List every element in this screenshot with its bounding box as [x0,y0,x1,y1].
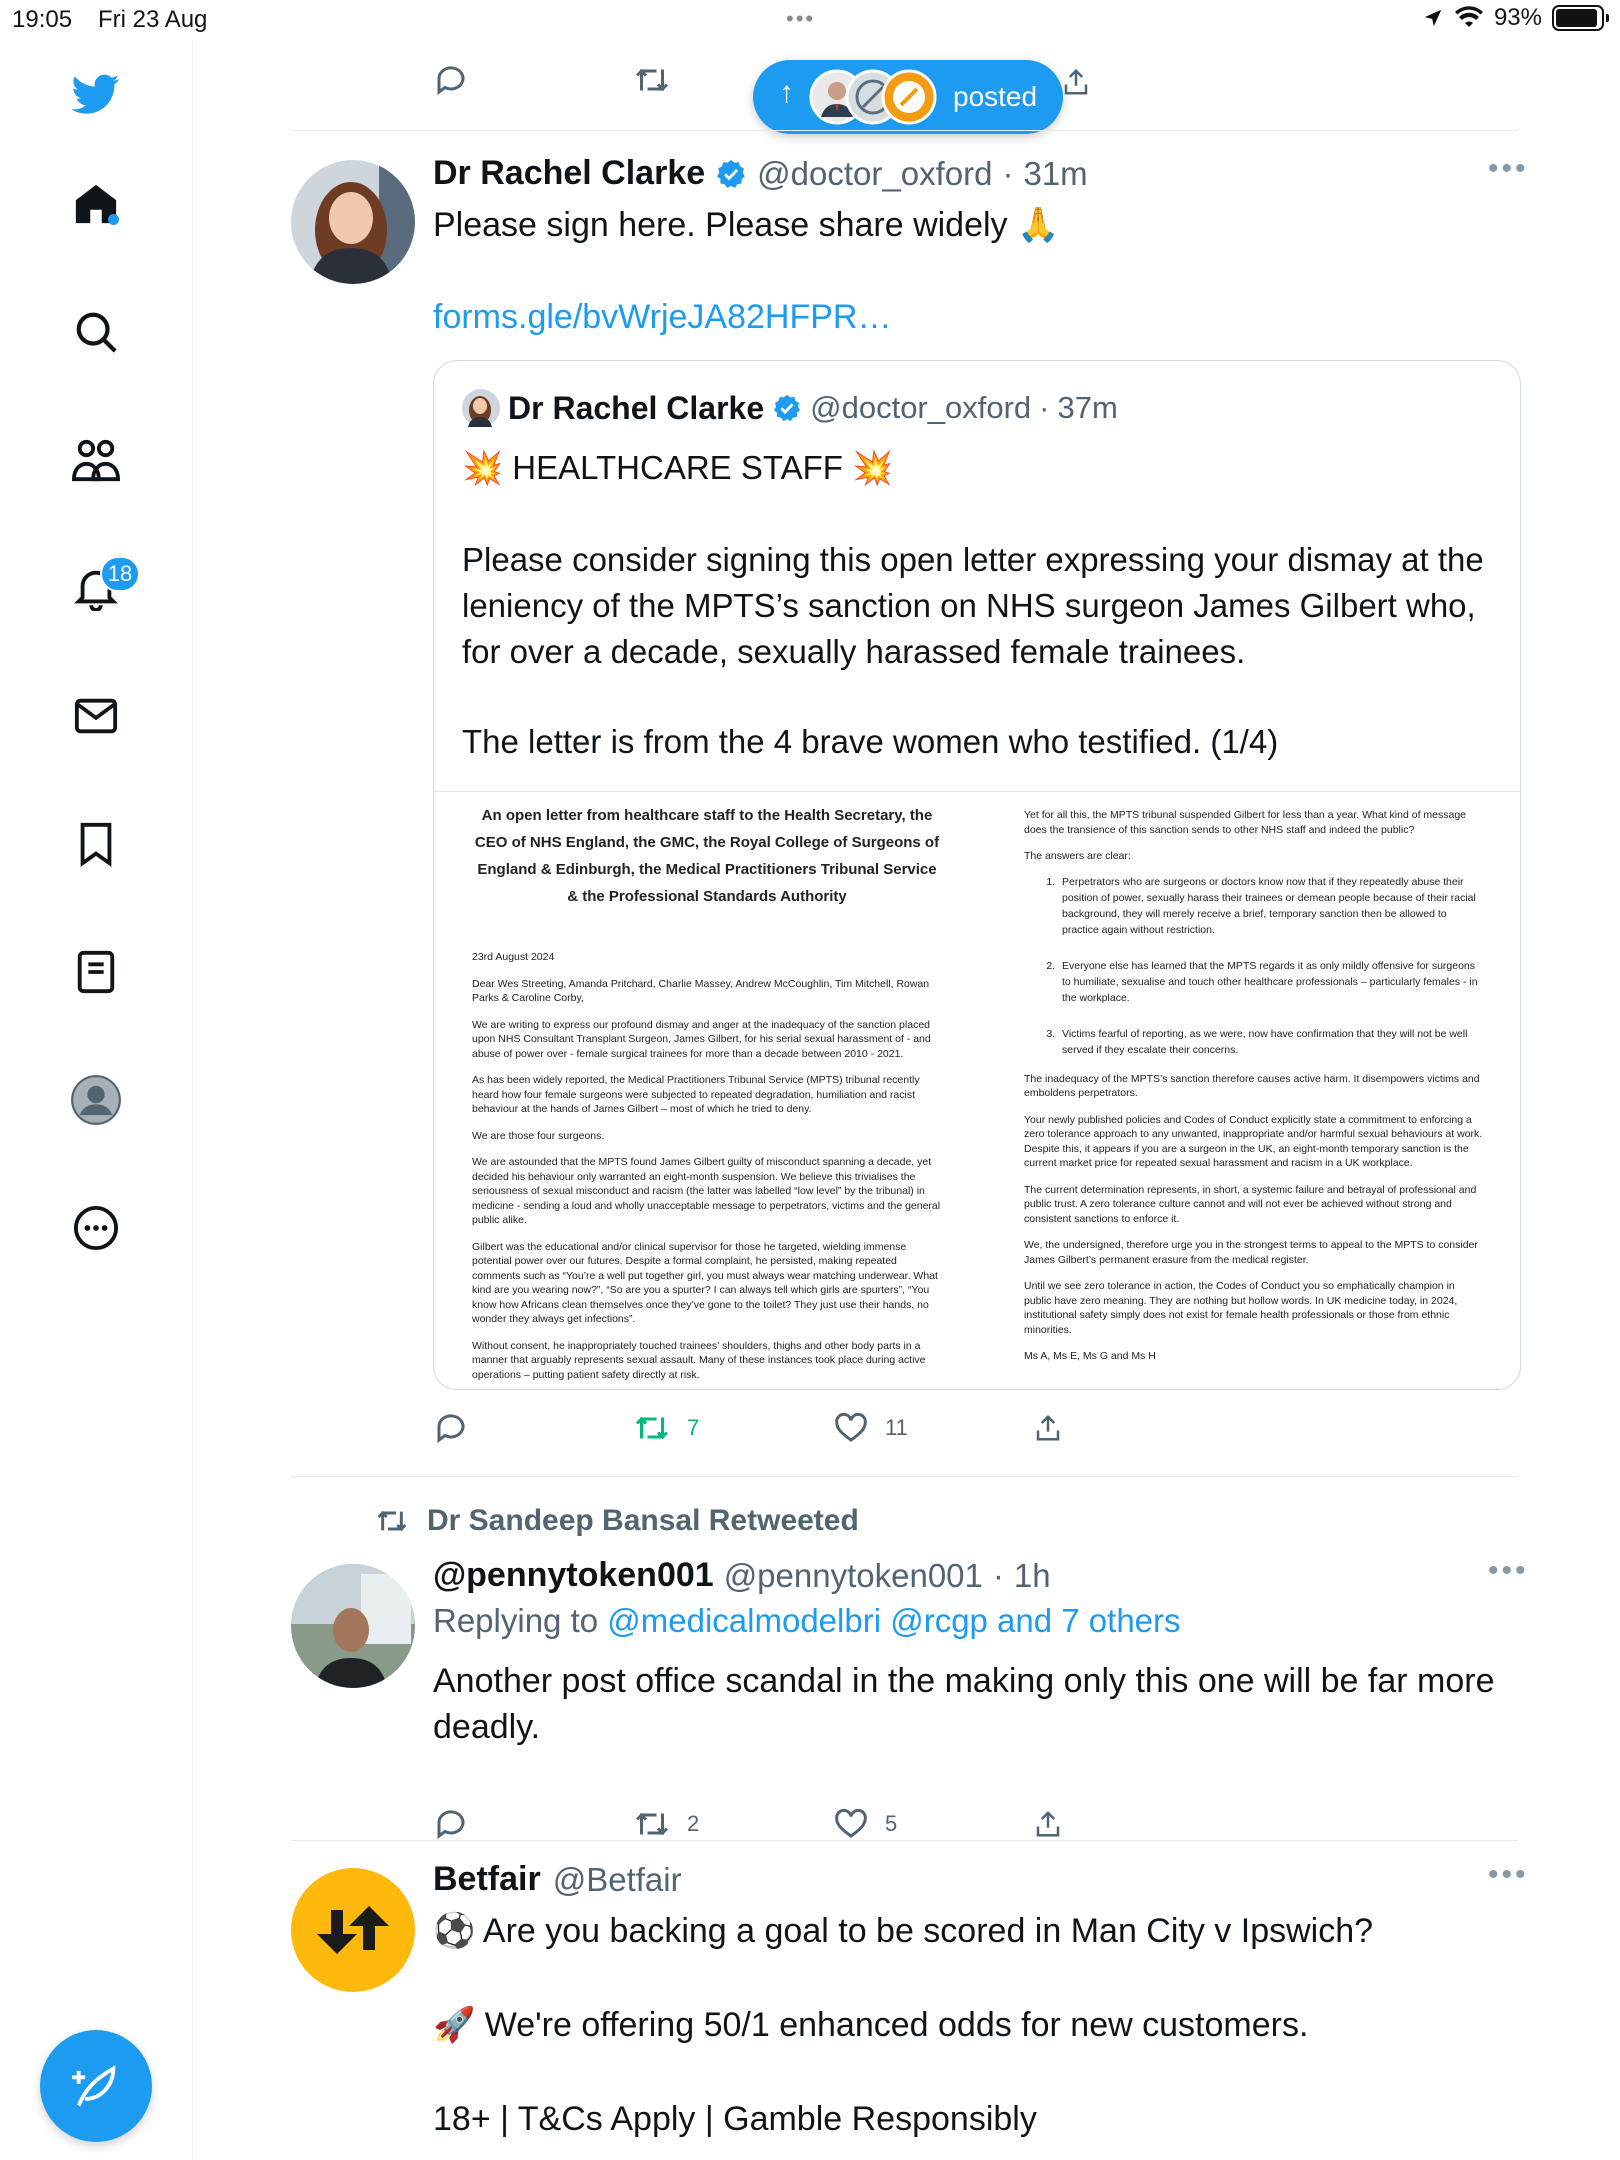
quote-handle: @doctor_oxford [810,390,1032,425]
tweet-divider [291,1840,1518,1841]
tweet-rachel-clarke[interactable] [193,132,1620,1512]
dot-separator: · [992,1556,1004,1594]
retweeted-by-row [373,1504,859,1538]
reply-icon [433,1410,469,1446]
quote-avatar [462,389,500,427]
letter-paragraph: Your newly published policies and Codes of Conduct explicitly state a commitment to enforcing a zero tolerance approach to any unwanted, inappropriate and/or harmful sexual behaviours at work. Despite this, it appears if you are a surgeon in the UK, an eight-month temporary sanction is the current market price for repeated sexual harassment and racism in a UK workplace. [1024,1113,1483,1169]
poster-avatar-3 [881,69,937,125]
tweet-header [433,154,1088,193]
retweet-count: 7 [687,1415,700,1440]
tweet-header [433,1860,682,1899]
share-icon [1033,1410,1063,1446]
letter-image[interactable] [434,791,1521,1390]
share-icon [1033,1806,1063,1842]
status-time: 19:05 [12,6,73,33]
heart-icon [833,1410,869,1446]
display-name[interactable]: Betfair [433,1860,541,1898]
dot-separator: · [1002,154,1014,192]
letter-paragraph: The inadequacy of the MPTS’s sanction therefore causes active harm. It disempowers victims and emboldens perpetrators. [1024,1072,1480,1099]
retweet-icon [373,1505,411,1537]
letter-left-column [472,802,942,1382]
search-icon[interactable] [64,300,128,364]
handle[interactable]: @doctor_oxford [757,154,993,192]
reply-button[interactable] [433,1410,469,1446]
tweet-divider [291,1476,1518,1477]
letter-signature: Ms A, Ms E, Ms G and Ms H [1024,1350,1156,1362]
lists-icon[interactable] [64,940,128,1004]
replying-to [433,1602,1181,1640]
wifi-icon [1454,6,1484,30]
letter-list-item: 1. Perpetrators who are surgeons or doctors know now that if they repeatedly abuse their position of power, sexually harass their trainees or demean people because of their racial background, they will merely receive a brief, temporary sanction then be allowed to practice again without restriction. [1058,874,1484,938]
tweet-divider [291,130,1518,131]
like-button[interactable] [833,1806,897,1842]
tweet-link[interactable]: forms.gle/bvWrjeJA82HFPR… [433,298,892,336]
dot-separator: · [1039,390,1050,425]
retweeted-by-label[interactable]: Dr Sandeep Bansal Retweeted [427,1504,859,1537]
replying-to-prefix: Replying to [433,1602,608,1639]
tweet-betfair-ad[interactable] [193,1842,1620,2160]
letter-paragraph: We, the undersigned, therefore urge you in the strongest terms to appeal to the MPTS to consider James Gilbert’s permanent erasure from the medical register. [1024,1239,1478,1266]
avatar[interactable] [291,1564,415,1688]
tweet-text: Another post office scandal in the making only this one will be far more deadly. [433,1662,1495,1746]
heart-icon [833,1806,869,1842]
betfair-logo-avatar[interactable] [291,1868,415,1992]
ad-line-1: ⚽ Are you backing a goal to be scored in Man City v Ipswich? [433,1912,1374,1950]
more-circle-icon[interactable] [64,1196,128,1260]
status-bar [0,0,1620,40]
bookmark-icon[interactable] [64,812,128,876]
letter-paragraph: Until we see zero tolerance in action, the Codes of Conduct you so emphatically champion in public have zero meaning. They are nothing but hollow words. In UK medicine today, in 2024, institutional safety simply does not exist for female health professionals or those from ethnic minorities. [1024,1280,1458,1336]
letter-paragraph: The answers are clear: [1024,850,1131,862]
quote-display-name: Dr Rachel Clarke [508,389,765,426]
location-arrow-icon [1422,7,1444,29]
more-options-icon[interactable]: ••• [1488,1858,1529,1891]
like-count: 5 [885,1811,898,1836]
profile-avatar-icon[interactable] [64,1068,128,1132]
more-options-icon[interactable]: ••• [1488,1554,1529,1587]
notifications-badge: 18 [100,556,140,592]
letter-paragraph: We are astounded that the MPTS found James Gilbert guilty of misconduct spanning a decade, yet decided his behaviour only warranted an eight-month suspension. We believe this trivialises the seriousness of sexual misconduct and racism (the latter was labelled “low level” by the tribunal) in medicine - sending a loud and wholly unacceptable message to perpetrators, victims and the general public alike. [472,1156,941,1226]
share-button[interactable] [1033,1410,1063,1446]
retweet-button[interactable] [633,1806,699,1842]
letter-right-column [1024,802,1484,1364]
home-icon[interactable] [64,172,128,236]
ad-line-3: 18+ | T&Cs Apply | Gamble Responsibly [433,2100,1037,2138]
status-date: Fri 23 Aug [98,6,208,33]
letter-paragraph: The current determination represents, in short, a systemic failure and betrayal of professional and public trust. A zero tolerance culture cannot and will not ever be achieved without strong and consistent sanctions to enforce it. [1024,1183,1477,1225]
display-name[interactable]: @pennytoken001 [433,1556,714,1594]
home-notification-dot [108,214,119,225]
tweet-header [433,1556,1051,1595]
timestamp[interactable]: 31m [1023,154,1088,192]
quote-timestamp: 37m [1057,390,1118,425]
messages-mail-icon[interactable] [64,684,128,748]
letter-paragraph: Yet for all this, the MPTS tribunal suspended Gilbert for less than a year. What kind of message does the transience of this sanction sends to other NHS staff and indeed the public? [1024,809,1467,836]
like-count: 11 [885,1415,908,1440]
letter-paragraph: Without consent, he inappropriately touched trainees’ shoulders, thighs and other body parts in a manner that arguably represents sexual assault. Many of these instances took place during active operations – putting patient safety directly at risk. [472,1339,926,1381]
share-icon[interactable] [1061,64,1091,100]
quote-paragraph-2: The letter is from the 4 brave women who testified. (1/4) [462,723,1279,760]
letter-list-item: 3. Victims fearful of reporting, as we were, now have confirmation that they will not be well served if they escalate their concerns. [1058,1026,1484,1058]
retweet-button[interactable] [633,1410,699,1446]
letter-list-item: 2. Everyone else has learned that the MPTS regards it as only mildly offensive for surgeons to humiliate, sexualise and touch other healthcare professionals – particularly females - in the workplace. [1058,958,1484,1006]
tweet-pennytoken[interactable] [193,1478,1620,1858]
timeline-feed [193,40,1620,2160]
letter-paragraph: We are writing to express our profound dismay and anger at the inadequacy of the sanction placed upon NHS Consultant Transplant Surgeon, James Gilbert, for his serial sexual harassment of - and abuse of power over - female surgical trainees for more than a decade between 2010 - 2021. [472,1018,931,1060]
avatar[interactable] [291,160,415,284]
letter-paragraph: We are those four surgeons. [472,1129,605,1142]
handle[interactable]: @Betfair [552,1860,682,1898]
letter-date: 23rd August 2024 [472,951,555,963]
battery-percent: 93% [1493,4,1542,31]
new-posts-pill[interactable] [753,60,1063,134]
sidebar [0,40,193,2160]
handle[interactable]: @pennytoken001 [723,1556,983,1594]
up-arrow-icon: ↑ [779,76,794,109]
letter-list [1058,874,1484,1058]
timestamp[interactable]: 1h [1013,1556,1051,1594]
quoted-tweet-card[interactable] [433,360,1521,1390]
share-button[interactable] [1033,1806,1063,1842]
compose-feather-icon [70,2060,122,2112]
retweet-icon[interactable] [633,62,671,98]
reply-icon[interactable] [433,62,469,98]
retweet-count: 2 [687,1811,700,1836]
quote-paragraph-1: Please consider signing this open letter expressing your dismay at the leniency of the MPTS’s sanction on NHS surgeon James Gilbert who, for over a decade, sexually harassed female trainees. [462,541,1484,670]
verified-badge-icon [715,158,747,190]
like-button[interactable] [833,1410,908,1446]
status-right [1422,4,1604,32]
quote-heading: 💥 HEALTHCARE STAFF 💥 [462,449,894,486]
letter-paragraph: Dear Wes Streeting, Amanda Pritchard, Charlie Massey, Andrew McCoughlin, Tim Mitchell, Rowan Parks & Caroline Corby, [472,977,930,1004]
replying-to-users[interactable]: @medicalmodelbri @rcgp and 7 others [607,1602,1181,1639]
reply-icon [433,1806,469,1842]
letter-title: An open letter from healthcare staff to the Health Secretary, the CEO of NHS England, the GMC, the Royal College of Surgeons of England & Edinburgh, the Medical Practitioners Tribunal Service & the Professional Standards Authority [474,807,940,905]
reply-button[interactable] [433,1806,469,1842]
letter-paragraph: Gilbert was the educational and/or clinical supervisor for those he targeted, wielding immense potential power over our futures. Despite a formal complaint, he persisted, making repeated comments such as “You’re a well put together girl, you must always wear matching underwear. What kind are you wearing now?”, “So are you a spurter? I can always tell which girls are spurters”, “You know how Africans clean themselves once they’ve gone to the toilet? They just use their hands, no wonder they always get infections”. [472,1240,938,1325]
multitasking-dots[interactable]: ••• [786,6,816,31]
battery-icon [1552,5,1604,31]
tweet-actions [433,1410,1133,1454]
compose-tweet-button[interactable] [40,2030,152,2142]
retweet-icon [633,1410,671,1446]
quote-header [462,389,1118,427]
communities-icon[interactable] [64,428,128,492]
twitter-logo-icon[interactable] [64,62,128,126]
tweet-text: Please sign here. Please share widely 🙏 [433,206,1060,244]
display-name[interactable]: Dr Rachel Clarke [433,154,706,192]
posters-avatar-stack [809,69,939,125]
more-options-icon[interactable]: ••• [1488,152,1529,185]
posted-label: posted [953,81,1038,112]
verified-badge-icon [772,393,802,423]
retweet-icon [633,1806,671,1842]
ad-line-2: 🚀 We're offering 50/1 enhanced odds for new customers. [433,2006,1309,2044]
letter-paragraph: As has been widely reported, the Medical Practitioners Tribunal Service (MPTS) tribunal recently heard how four female surgeons were subjected to repeated degradation, humiliation and racist behaviour at the hands of James Gilbert – most of which he tried to deny. [472,1074,920,1115]
